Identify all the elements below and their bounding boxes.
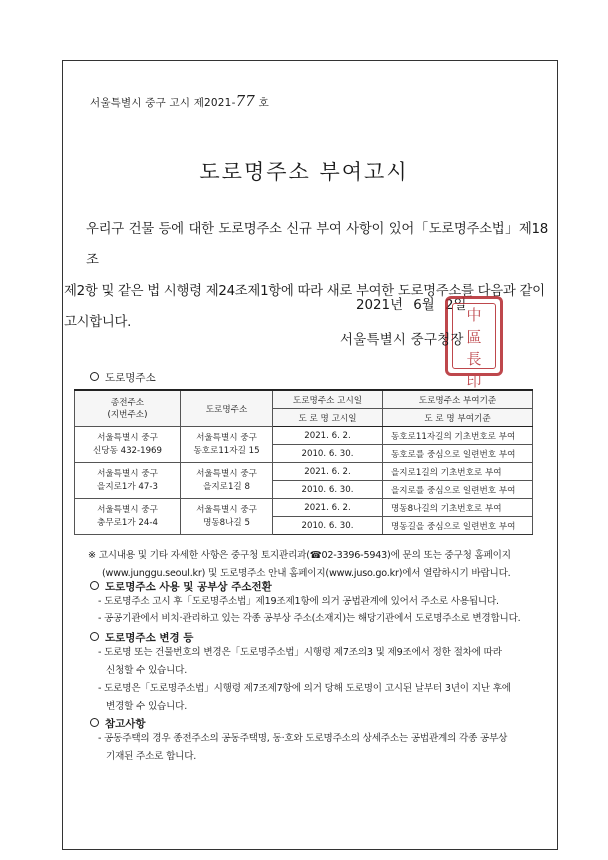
item-line: 변경할 수 있습니다. xyxy=(106,701,188,712)
cell-road: 서울특별시 중구 동호로11자길 15 xyxy=(181,427,273,463)
section-title-text: 도로명주소 사용 및 공부상 주소전환 xyxy=(105,581,272,593)
change-item-2 xyxy=(98,680,548,716)
cell-date: 2021. 6. 2. xyxy=(273,499,383,517)
item-line: - 공동주택의 경우 종전주소의 공동주택명, 동·호와 도로명주소의 상세주소는 공법관계의 각종 공부상 xyxy=(98,733,508,744)
note-line-2: (www.junggu.seoul.kr) 및 도로명주소 안내 홈페이지(www.juso.go.kr)에서 열람하시기 바랍니다. xyxy=(102,568,511,579)
notice-date: 2021년 6월 2일 xyxy=(356,298,467,313)
notice-number-prefix: 서울특별시 중구 고시 제2021- xyxy=(90,97,236,109)
usage-item-1 xyxy=(98,593,548,611)
change-item-1 xyxy=(98,644,548,680)
cell-road: 서울특별시 중구 명동8나길 5 xyxy=(181,499,273,535)
header-notice-date: 도 로 명 고시일 xyxy=(273,409,383,427)
section-usage-title xyxy=(90,579,272,594)
cell-basis: 명동길을 중심으로 일련번호 부여 xyxy=(383,517,533,535)
address-table xyxy=(74,389,533,535)
note-line-1: ※ 고시내용 및 기타 자세한 사항은 중구청 토지관리과(☎02-3396-5943)에 문의 또는 중구청 홈페이지 xyxy=(88,550,511,561)
circle-bullet-icon xyxy=(90,581,99,590)
cell-date: 2010. 6. 30. xyxy=(273,481,383,499)
cell-basis: 을지로를 중심으로 일련번호 부여 xyxy=(383,481,533,499)
section-reference-title xyxy=(90,716,146,731)
issuer-name: 서울특별시 중구청장 xyxy=(340,333,464,348)
cell-date: 2021. 6. 2. xyxy=(273,427,383,445)
item-line: - 공공기관에서 비치·관리하고 있는 각종 공부상 주소(소재지)는 해당기관에서 도로명주소로 변경합니다. xyxy=(98,613,521,624)
notice-number-suffix: 호 xyxy=(258,97,269,109)
seal-char: 中 xyxy=(466,306,482,324)
section-title-text: 참고사항 xyxy=(105,718,146,730)
cell-basis: 명동8나길의 기초번호로 부여 xyxy=(383,499,533,517)
cell-basis: 동호로를 중심으로 일련번호 부여 xyxy=(383,445,533,463)
seal-char: 區 xyxy=(466,328,482,346)
table-row xyxy=(75,463,533,481)
header-basis: 도 로 명 부여기준 xyxy=(383,409,533,427)
seal-char: 印 xyxy=(466,372,482,390)
document-title: 도로명주소 부여고시 xyxy=(199,160,409,184)
notice-number xyxy=(90,92,269,110)
section-change-title xyxy=(90,630,193,645)
section-road-address-title xyxy=(90,370,156,385)
body-line-3: 고시합니다. xyxy=(64,315,132,330)
header-notice-date-group: 도로명주소 고시일 xyxy=(273,390,383,409)
table-row xyxy=(75,427,533,445)
item-line: - 도로명주소 고시 후「도로명주소법」제19조제1항에 의거 공법관계에 있어서 주소로 사용됩니다. xyxy=(98,596,499,607)
cell-date: 2010. 6. 30. xyxy=(273,445,383,463)
item-line: - 도로명 또는 건물번호의 변경은「도로명주소법」시행령 제7조의3 및 제9조에서 정한 절차에 따라 xyxy=(98,647,502,658)
circle-bullet-icon xyxy=(90,632,99,641)
item-line: 기재된 주소로 합니다. xyxy=(106,751,197,762)
cell-basis: 동호로11자길의 기초번호로 부여 xyxy=(383,427,533,445)
item-line: - 도로명은「도로명주소법」시행령 제7조제7항에 의거 당해 도로명이 고시된 날부터 3년이 지난 후에 xyxy=(98,683,511,694)
circle-bullet-icon xyxy=(90,372,99,381)
cell-jibun: 서울특별시 중구 충무로1가 24-4 xyxy=(75,499,181,535)
reference-item-1 xyxy=(98,730,548,766)
section-title-text: 도로명주소 변경 등 xyxy=(105,632,194,644)
header-road: 도로명주소 xyxy=(181,390,273,427)
cell-jibun: 서울특별시 중구 신당동 432-1969 xyxy=(75,427,181,463)
cell-date: 2021. 6. 2. xyxy=(273,463,383,481)
cell-date: 2010. 6. 30. xyxy=(273,517,383,535)
section-title-text: 도로명주소 xyxy=(105,372,156,384)
handwritten-number: 77 xyxy=(235,92,256,110)
cell-road: 서울특별시 중구 을지로1길 8 xyxy=(181,463,273,499)
item-line: 신청할 수 있습니다. xyxy=(106,665,188,676)
seal-char: 長 xyxy=(466,350,482,368)
header-basis-group: 도로명주소 부여기준 xyxy=(383,390,533,409)
header-jibun: 종전주소 (지번주소) xyxy=(75,390,181,427)
cell-basis: 을지로1길의 기초번호로 부여 xyxy=(383,463,533,481)
body-line-2: 제2항 및 같은 법 시행령 제24조제1항에 따라 새로 부여한 도로명주소를 다음과 같이 xyxy=(64,284,545,299)
circle-bullet-icon xyxy=(90,718,99,727)
cell-jibun: 서울특별시 중구 을지로1가 47-3 xyxy=(75,463,181,499)
body-line-1: 우리구 건물 등에 대한 도로명주소 신규 부여 사항이 있어「도로명주소법」제18조 xyxy=(86,222,548,268)
table-row xyxy=(75,499,533,517)
usage-item-2 xyxy=(98,610,548,628)
contact-note xyxy=(88,547,548,583)
